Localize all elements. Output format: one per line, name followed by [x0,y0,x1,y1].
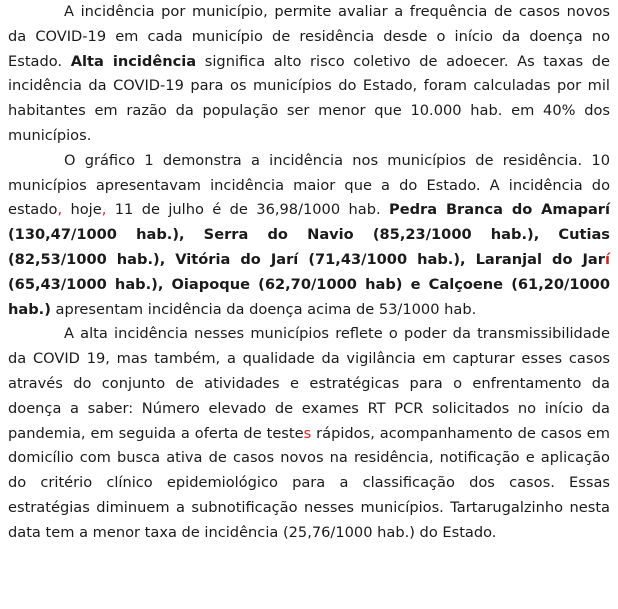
red-comma-mark: , [57,201,63,219]
text-segment: 11 de julho é de 36,98/1000 hab. [106,201,390,219]
red-letter-mark: í [604,250,610,268]
text-segment: significa alto risco coletivo de adoecer. As taxas de incidência da COVID-19 para os municípios do Estado, foram calculadas por mil habitantes em razão da população ser menor que 10.000 hab. em 40% dos municípios. [8,52,611,144]
paragraph-1 [8,0,610,149]
text-segment: A alta incidência nesses municípios reflete o poder da transmissibilidade da COVID 19, mas também, a qualidade da vigilância em capturar esses casos através do conjunto de atividades e estratégicas para o enfrentamento da doença a saber: Número elevado de exames RT PCR solicitados no início da pandemia, em seguida a oferta de teste [8,325,610,442]
text-segment: hoje [62,201,102,219]
text-segment: O gráfico 1 demonstra a incidência nos municípios de residência. 10 municípios apresentavam incidência maior que a do Estado. A incidência do estado [8,151,610,219]
paragraph-2 [8,149,610,323]
red-letter-mark: s [303,424,312,442]
paragraph-3 [8,322,610,545]
highlight-alta-incidencia: Alta incidência [70,52,197,70]
text-segment: rápidos, acompanhamento de casos em domicílio com busca ativa de casos novos na residência, notificação e aplicação do critério clínico epidemiológico para a classificação dos casos. Essas estratégias diminuem a subnotificação nesses municípios. Tartarugalzinho nesta data tem a menor taxa de incidência (25,76/1000 hab.) do Estado. [8,424,610,541]
text-segment: A incidência por município, permite avaliar a frequência de casos novos da COVID-19 em cada município de residência desde o início da doença no Estado. [8,3,610,70]
red-comma-mark: , [101,201,107,219]
municipality-list-bold: Pedra Branca do Amaparí (130,47/1000 hab.), Serra do Navio (85,23/1000 hab.), Cutias (82,53/1000 hab.), Vitória do Jarí (71,43/1000 hab.), Laranjal do Jar [8,201,610,268]
municipality-list-bold: (65,43/1000 hab.), Oiapoque (62,70/1000 hab) e Calçoene (61,20/1000 hab.) [8,275,610,318]
text-segment: apresentam incidência da doença acima de 53/1000 hab. [50,300,477,318]
